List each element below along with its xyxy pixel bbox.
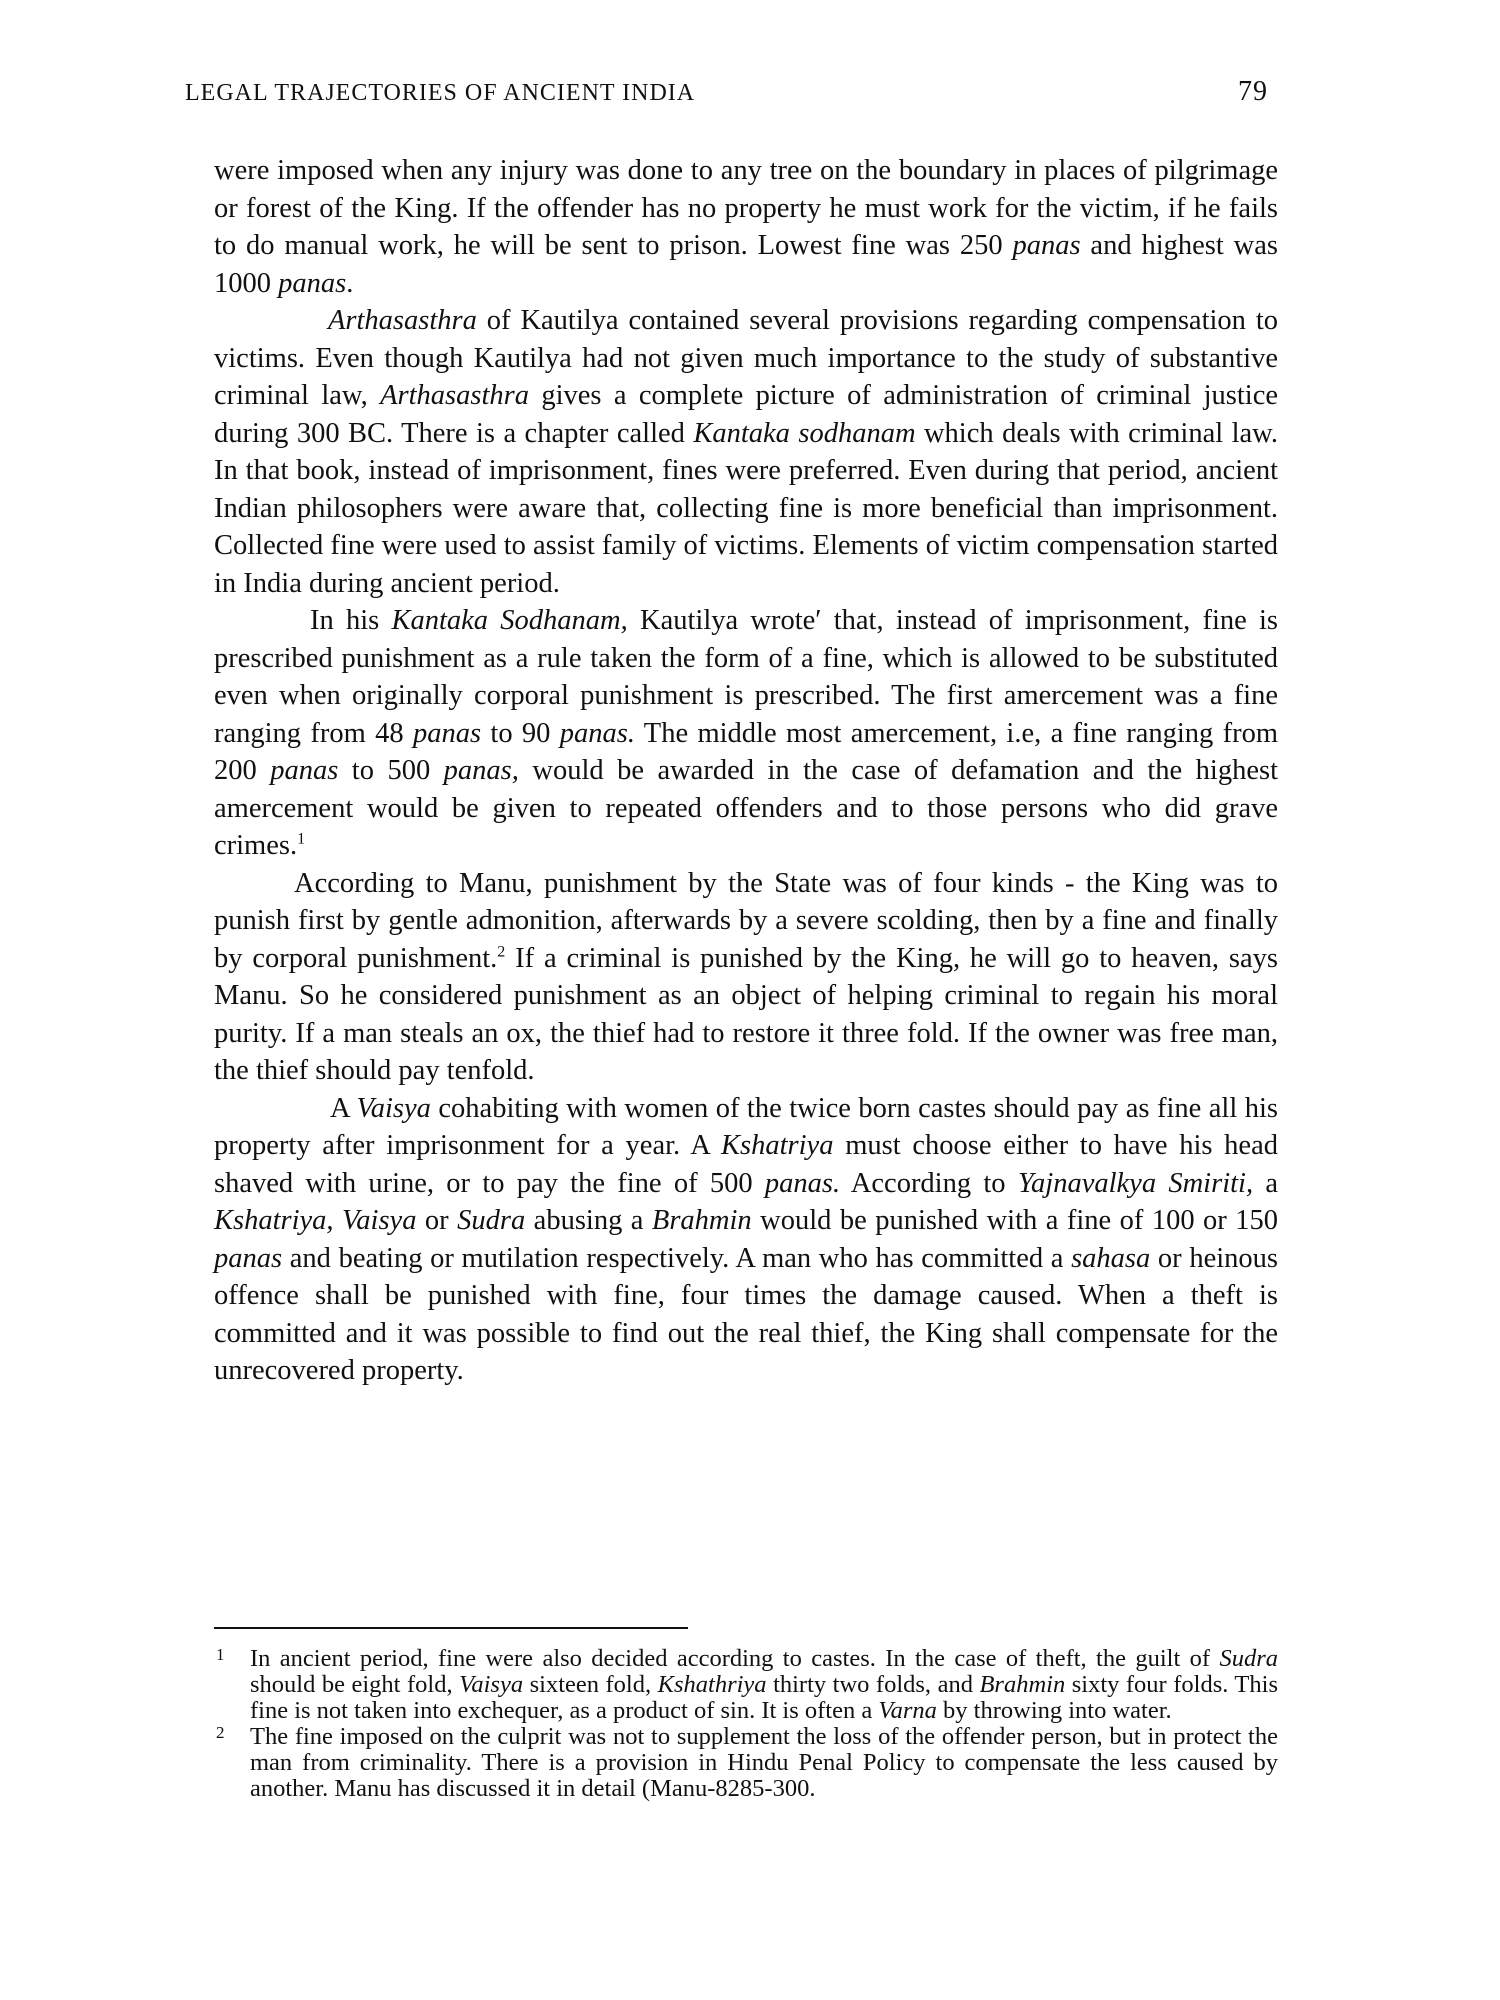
text-run: and highest was 1000 [214,230,1278,299]
text-run: would be punished with a fine of 100 or 150 [751,1205,1278,1236]
italic-term: panas [270,755,339,786]
italic-term: Kshathriya [657,1671,767,1698]
italic-term: Arthasasthra [328,305,477,336]
footnote-mark: 1 [216,1645,225,1664]
running-title: LEGAL TRAJECTORIES OF ANCIENT INDIA [185,80,696,106]
text-run: or heinous offence shall be punished with fine, four times the damage caused. When a theft is committed and it was possible to find out the real thief, the King shall compensate for the unrecovered property. [214,1242,1278,1386]
italic-term: Vaisya [342,1205,417,1236]
italic-term: Kshatriya, [214,1205,334,1236]
text-run: to 90 [481,717,560,749]
text-run: A [330,1092,357,1124]
text-run: According to [840,1167,1018,1199]
text-run: cohabiting with women of the twice born castes should pay as fine all his property after imprisonment for a year. A [214,1092,1278,1161]
italic-term: Brahmin [979,1671,1066,1698]
text-run: must choose either to have his head shaved with urine, or to pay the fine of 500 [214,1130,1278,1199]
italic-term: Vaisya [356,1092,431,1124]
main-text [214,152,1278,1390]
text-run: by throwing into water. [936,1697,1172,1724]
text-run: In ancient period, fine were also decided according to castes. In the case of theft, the guilt of [250,1645,1220,1672]
italic-term: Yajnavalkya Smiriti, [1017,1167,1254,1199]
footnote-2 [214,1724,1278,1802]
page-number: 79 [1238,76,1268,107]
italic-term: panas [214,1242,283,1274]
text-run: of Kautilya contained several provisions regarding compensation to victims. Even though Kautilya had not given much importance to the study of substantive criminal law, [214,305,1278,411]
text-run [334,1205,342,1236]
footnotes [214,1646,1278,1802]
text-run: which deals with criminal law. In that book, instead of imprisonment, fines were preferred. Even during that period, ancient Indian philosophers were aware that, collecting fine is more beneficial than imprisonment. Collected fine were used to assist family of victims. Elements of victim compensation started in India during ancient period. [214,417,1279,599]
text-run: or [416,1205,458,1236]
text-run: should be eight fold, [250,1671,460,1698]
italic-term: Vaisya [459,1671,524,1698]
text-run: thirty two folds, and [766,1671,980,1698]
italic-term: Sudra [1219,1645,1278,1672]
paragraph-4 [214,865,1278,1090]
paragraph-3 [214,602,1278,865]
italic-term: panas [412,717,482,749]
running-header [185,74,1280,114]
text-run: In his [310,605,392,636]
text-run: abusing a [525,1205,652,1236]
text-run: sixteen fold, [523,1671,658,1698]
text-run: The middle most amercement, i.e, a fine ranging from 200 [214,717,1279,786]
italic-term: panas [278,267,347,299]
footnote-divider [214,1627,688,1629]
italic-term: Kantaka Sodhanam, [391,605,628,636]
text-run: to 500 [338,755,444,786]
text-run: If a criminal is punished by the King, he will go to heaven, says Manu. So he considered punishment as an object of helping criminal to regain his moral purity. If a man steals an ox, the thief had to restore it three fold. If the owner was free man, the thief should pay tenfold. [214,942,1278,1086]
paragraph-2 [214,302,1278,602]
paragraph-1 [214,152,1278,302]
text-run: Kautilya wrote′ that, instead of imprisonment, fine is prescribed punishment as a rule taken the form of a fine, which is allowed to be substituted even when originally corporal punishment is prescribed. The first amercement was a fine ranging from 48 [214,605,1279,749]
text-run: . [346,267,354,299]
text-run: According to Manu, punishment by the State was of four kinds - the King was to punish first by gentle admonition, afterwards by a severe scolding, then by a fine and finally by corporal punishment. [214,867,1278,974]
italic-term: Sudra [457,1205,526,1236]
footnote-ref-2[interactable]: 2 [497,943,506,960]
text-run: would be awarded in the case of defamation and the highest amercement would be given to repeated offenders and to those persons who did grave crimes. [214,755,1279,861]
text-run: a [1253,1167,1278,1199]
italic-term: sahasa [1071,1242,1151,1274]
italic-term: Brahmin [651,1205,752,1236]
italic-term: panas. [764,1167,841,1199]
italic-term: Arthasasthra [380,380,529,411]
footnote-1 [214,1646,1278,1724]
italic-term: Varna [878,1697,937,1724]
italic-term: Kshatriya [721,1130,834,1161]
italic-term: Kantaka sodhanam [693,417,916,449]
italic-term: panas, [443,755,519,786]
text-run: and beating or mutilation respectively. A man who has committed a [282,1242,1072,1274]
italic-term: panas. [559,717,635,749]
text-run: The fine imposed on the culprit was not to supplement the loss of the offender person, but in protect the man from criminality. There is a provision in Hindu Penal Policy to compensate the less caused by another. Manu has discussed it in detail (Manu-8285-300. [250,1723,1278,1802]
text-run: were imposed when any injury was done to any tree on the boundary in places of pilgrimage or forest of the King. If the offender has no property he must work for the victim, if he fails to do manual work, he will be sent to prison. Lowest fine was 250 [214,155,1278,261]
text-run: gives a complete picture of administration of criminal justice during 300 BC. There is a chapter called [214,380,1278,449]
italic-term: panas [1012,230,1081,261]
footnote-mark: 2 [216,1723,225,1742]
paragraph-5 [214,1090,1278,1390]
footnote-ref-1[interactable]: 1 [297,830,306,848]
text-run: sixty four folds. This fine is not taken into exchequer, as a product of sin. It is often a [250,1671,1278,1724]
